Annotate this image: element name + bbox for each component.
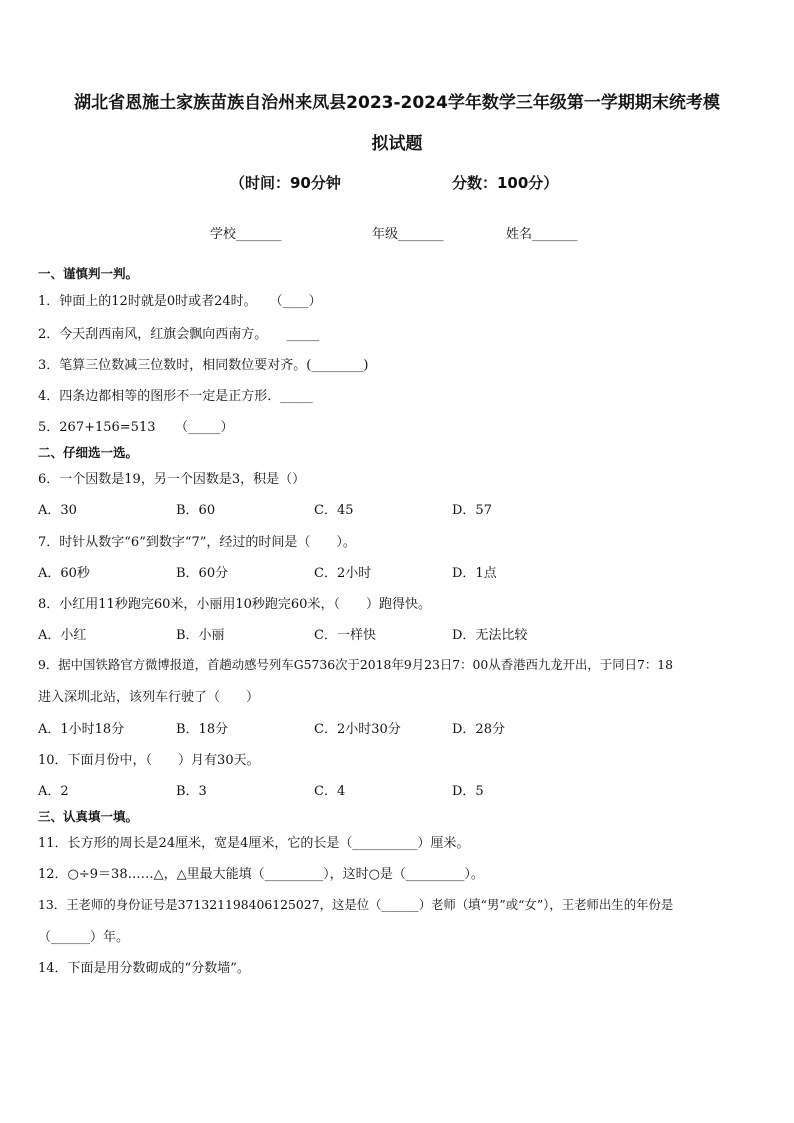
option-b: B．18分	[176, 722, 229, 737]
name-field: 姓名_______	[506, 227, 578, 242]
option-b: B．3	[176, 784, 207, 799]
question-9-line1: 9．据中国铁路官方微博报道，首趟动感号列车G5736次于2018年9月23日7：00从香港西九龙开出，于同日7：18	[38, 657, 674, 672]
option-c: C．4	[314, 784, 346, 799]
option-c: C．2小时	[314, 566, 372, 581]
exam-title-line2: 拟试题	[371, 134, 423, 154]
question-12: 12．○÷9＝38……△，△里最大能填（_________），这时○是（_________）。	[38, 867, 484, 882]
option-c: C．2小时30分	[314, 722, 401, 737]
grade-field: 年级_______	[372, 227, 444, 242]
question-9-line2: 进入深圳北站，该列车行驶了（ ）	[38, 690, 260, 705]
option-a: A．小红	[38, 628, 87, 643]
time-label: （时间：90分钟	[230, 174, 341, 192]
question-13-line1: 13．王老师的身份证号是371321198406125027，这是位（______）老师（填“男”或“女”），王老师出生的年份是	[38, 897, 674, 912]
option-d: D．无法比较	[452, 628, 528, 643]
option-b: B．小丽	[176, 628, 225, 643]
option-a: A．60秒	[38, 566, 90, 581]
option-d: D．1点	[452, 566, 497, 581]
question-11: 11．长方形的周长是24厘米，宽是4厘米，它的长是（__________）厘米。	[38, 836, 470, 851]
option-c: C．一样快	[314, 628, 376, 643]
question-6: 6．一个因数是19，另一个因数是3，积是（）	[38, 472, 306, 487]
section-3-heading: 三、认真填一填。	[38, 809, 139, 824]
section-1-heading: 一、谨慎判一判。	[38, 266, 139, 281]
exam-title-line1: 湖北省恩施土家族苗族自治州来凤县2023-2024学年数学三年级第一学期期末统考模	[74, 93, 720, 113]
question-14: 14．下面是用分数砌成的“分数墙”。	[38, 961, 250, 976]
option-b: B．60	[176, 503, 216, 518]
question-8: 8．小红用11秒跑完60米，小丽用10秒跑完60米，（ ）跑得快。	[38, 597, 431, 612]
score-label: 分数：100分）	[452, 174, 559, 192]
option-a: A．30	[38, 503, 77, 518]
option-c: C．45	[314, 503, 354, 518]
question-13-line2: （______）年。	[38, 930, 130, 945]
option-a: A．2	[38, 784, 69, 799]
option-a: A．1小时18分	[38, 722, 125, 737]
question-10: 10．下面月份中，（ ）月有30天。	[38, 753, 260, 768]
question-7: 7．时针从数字“6”到数字“7”，经过的时间是（ ）。	[38, 535, 356, 550]
question-5: 5．267+156=513 （_____）	[38, 420, 234, 435]
school-field: 学校_______	[210, 227, 282, 242]
question-3: 3．笔算三位数减三位数时，相同数位要对齐。(________)	[38, 358, 369, 373]
option-d: D．28分	[452, 722, 505, 737]
question-1: 1．钟面上的12时就是0时或者24时。 （____）	[38, 294, 322, 309]
option-d: D．5	[452, 784, 484, 799]
section-2-heading: 二、仔细选一选。	[38, 445, 139, 460]
question-2: 2．今天刮西南风，红旗会飘向西南方。 _____	[38, 327, 320, 342]
question-4: 4．四条边都相等的图形不一定是正方形．_____	[38, 389, 313, 404]
option-b: B．60分	[176, 566, 229, 581]
option-d: D．57	[452, 503, 492, 518]
